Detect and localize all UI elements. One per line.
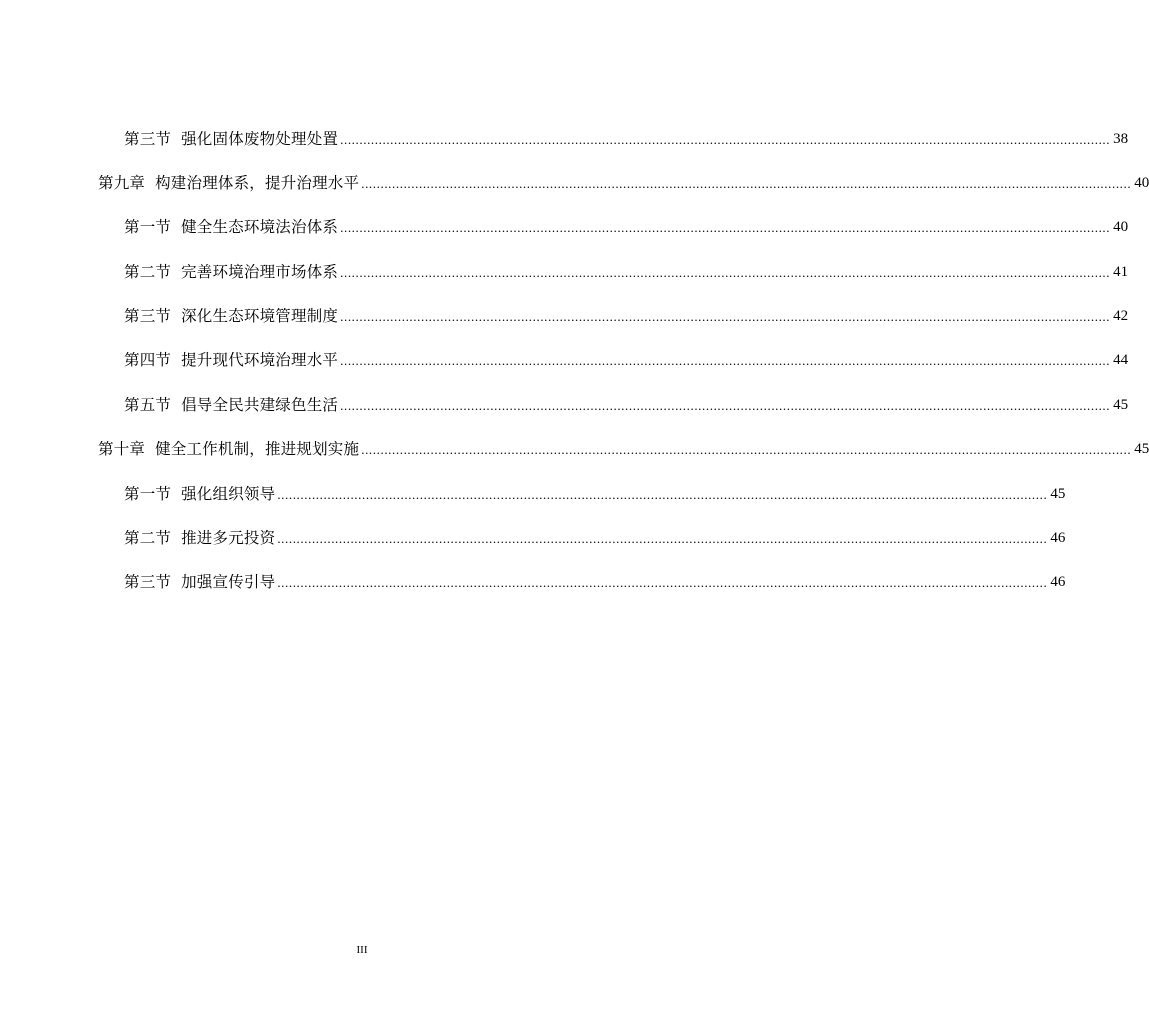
toc-entry-page: 45 — [1134, 441, 1149, 457]
toc-entry-section[interactable] — [124, 212, 1129, 238]
toc-entry-label — [124, 394, 338, 416]
toc-entry-page: 40 — [1134, 175, 1149, 191]
toc-entry-section[interactable] — [124, 345, 1129, 371]
toc-entry-label — [124, 128, 338, 150]
toc-entry-number: 第三节 — [124, 307, 172, 325]
toc-dot-leader: ........................................................................................................................................................................................................ — [340, 265, 1111, 280]
toc-entry-label — [124, 261, 338, 283]
toc-entry-label — [98, 172, 359, 194]
toc-entry-title: 完善环境治理市场体系 — [181, 263, 339, 281]
toc-entry-chapter[interactable] — [98, 168, 1149, 194]
toc-entry-number: 第二节 — [124, 529, 172, 547]
toc-dot-leader: ........................................................................................................................................................................................................ — [340, 398, 1111, 413]
toc-entry-number: 第四节 — [124, 351, 172, 369]
toc-entry-title: 构建治理体系，提升治理水平 — [155, 174, 360, 192]
toc-entry-number: 第三节 — [124, 573, 172, 591]
toc-entry-label — [124, 216, 338, 238]
toc-entry-page: 46 — [1050, 574, 1066, 590]
toc-dot-leader: ........................................................................................................................................................................................................ — [340, 353, 1111, 368]
toc-entry-label — [124, 305, 338, 327]
page-number: III — [356, 944, 368, 956]
toc-entry-page: 45 — [1113, 397, 1129, 413]
toc-entry-section[interactable] — [124, 390, 1129, 416]
toc-entry-page: 44 — [1113, 352, 1129, 368]
toc-entry-title: 健全工作机制，推进规划实施 — [155, 440, 360, 458]
toc-entry-section[interactable] — [124, 124, 1129, 150]
toc-dot-leader: ........................................................................................................................................................................................................ — [277, 531, 1048, 546]
toc-entry-section[interactable] — [124, 257, 1129, 283]
toc-entry-label — [124, 571, 275, 593]
toc-entry-number: 第九章 — [98, 174, 146, 192]
toc-entry-label — [124, 527, 275, 549]
toc-entry-title: 健全生态环境法治体系 — [181, 218, 339, 236]
toc-entry-number: 第三节 — [124, 130, 172, 148]
toc-dot-leader: ........................................................................................................................................................................................................ — [277, 487, 1048, 502]
toc-dot-leader: ........................................................................................................................................................................................................ — [361, 176, 1132, 191]
toc-entry-number: 第一节 — [124, 485, 172, 503]
toc-entry-number: 第一节 — [124, 218, 172, 236]
toc-entry-number: 第五节 — [124, 396, 172, 414]
toc-entry-page: 40 — [1113, 219, 1129, 235]
toc-dot-leader: ........................................................................................................................................................................................................ — [340, 309, 1111, 324]
toc-entry-title: 强化组织领导 — [181, 485, 276, 503]
toc-dot-leader: ........................................................................................................................................................................................................ — [361, 442, 1132, 457]
toc-entry-label — [124, 349, 338, 371]
toc-entry-page: 38 — [1113, 131, 1129, 147]
toc-entry-number: 第十章 — [98, 440, 146, 458]
toc-dot-leader: ........................................................................................................................................................................................................ — [340, 220, 1111, 235]
toc-entry-page: 42 — [1113, 308, 1129, 324]
toc-dot-leader: ........................................................................................................................................................................................................ — [340, 132, 1111, 147]
toc-entry-chapter[interactable] — [98, 434, 1149, 460]
toc-entry-title: 提升现代环境治理水平 — [181, 351, 339, 369]
toc-entry-label — [124, 483, 275, 505]
toc-entry-page: 41 — [1113, 264, 1129, 280]
toc-entry-page: 46 — [1050, 530, 1066, 546]
toc-entry-title: 推进多元投资 — [181, 529, 276, 547]
toc-entry-section[interactable] — [124, 479, 1066, 505]
toc-entry-number: 第二节 — [124, 263, 172, 281]
toc-dot-leader: ........................................................................................................................................................................................................ — [277, 575, 1048, 590]
toc-entry-title: 加强宣传引导 — [181, 573, 276, 591]
toc-entry-section[interactable] — [124, 301, 1129, 327]
toc-entry-title: 倡导全民共建绿色生活 — [181, 396, 339, 414]
toc-entry-section[interactable] — [124, 523, 1066, 549]
toc-entry-label — [98, 438, 359, 460]
toc-entry-title: 强化固体废物处理处置 — [181, 130, 339, 148]
toc-entry-section[interactable] — [124, 567, 1066, 593]
toc-entry-title: 深化生态环境管理制度 — [181, 307, 339, 325]
toc-entry-page: 45 — [1050, 486, 1066, 502]
